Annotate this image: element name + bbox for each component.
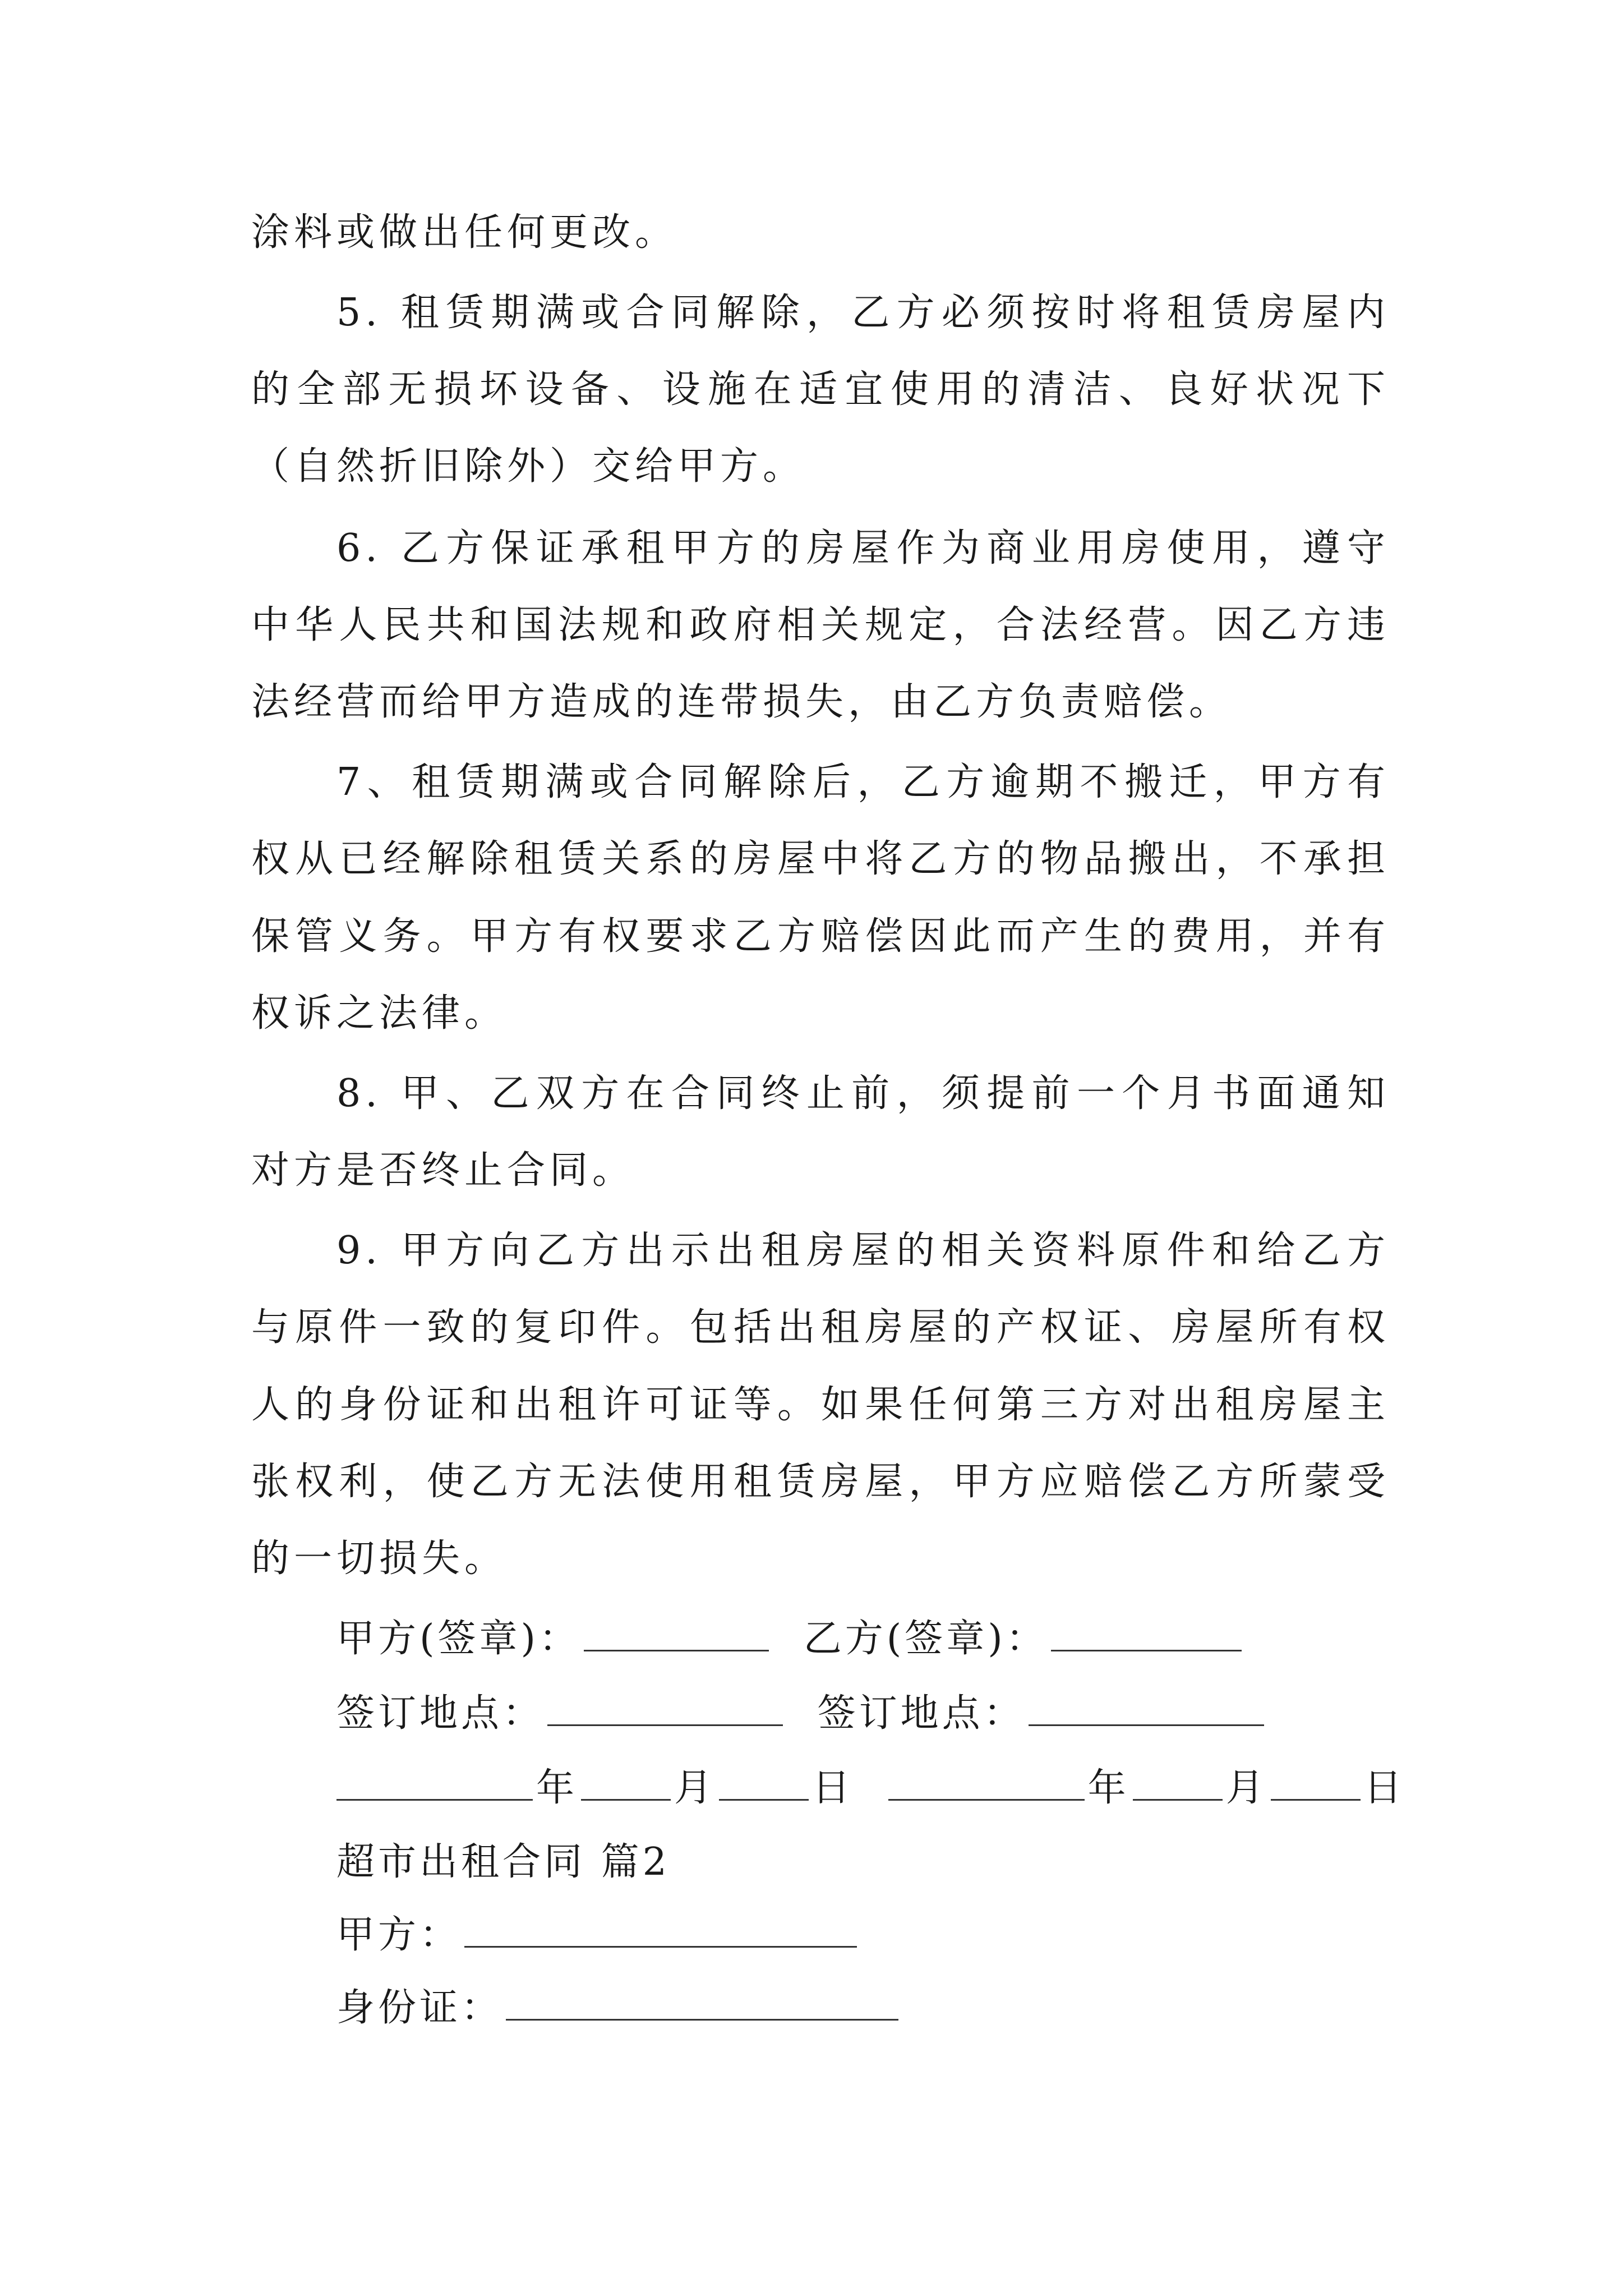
text-line: 5. 租赁期满或合同解除，乙方必须按时将租赁房屋内 <box>336 291 1390 335</box>
text-line: （自然折旧除外）交给甲方。 <box>251 444 806 489</box>
text-line: 的全部无损坏设备、设施在适宜使用的清洁、良好状况下 <box>251 367 1390 412</box>
month-label: 月 <box>674 1766 716 1810</box>
place-a-label: 签订地点： <box>336 1691 545 1736</box>
text-line: 人的身份证和出租许可证等。如果任何第三方对出租房屋主 <box>251 1383 1390 1427</box>
text-line: 的一切损失。 <box>251 1536 508 1581</box>
text-line: 7、租赁期满或合同解除后，乙方逾期不搬迁，甲方有 <box>336 760 1390 804</box>
id-blank <box>506 1984 898 2021</box>
year-a-blank <box>336 1764 533 1801</box>
party-b-sign-blank <box>1051 1615 1242 1651</box>
text-line: 法经营而给甲方造成的连带损失，由乙方负责赔偿。 <box>251 680 1232 724</box>
signature-row <box>336 1611 1245 1667</box>
day-label: 日 <box>1363 1766 1405 1810</box>
text-line: 对方是否终止合同。 <box>251 1148 635 1193</box>
party-b-sign-label: 乙方(签章)： <box>803 1617 1048 1661</box>
date-row <box>336 1760 1405 1816</box>
place-b-blank <box>1029 1690 1264 1726</box>
text-line: 6. 乙方保证承租甲方的房屋作为商业用房使用，遵守 <box>336 526 1390 570</box>
id-row <box>336 1980 902 2036</box>
party-a-row <box>336 1907 860 1963</box>
id-label: 身份证： <box>336 1986 503 2030</box>
day-b-blank <box>1271 1764 1361 1801</box>
month-a-blank <box>581 1764 671 1801</box>
text-line: 9. 甲方向乙方出示出租房屋的相关资料原件和给乙方 <box>336 1228 1390 1273</box>
party-a-blank <box>464 1911 857 1948</box>
month-b-blank <box>1133 1764 1223 1801</box>
party-a-sign-blank <box>584 1615 769 1651</box>
signing-place-row <box>336 1686 1267 1742</box>
text-line: 保管义务。甲方有权要求乙方赔偿因此而产生的费用，并有 <box>251 914 1390 959</box>
year-label: 年 <box>536 1766 578 1810</box>
place-b-label: 签订地点： <box>817 1691 1025 1736</box>
text-line: 涂料或做出任何更改。 <box>251 210 678 255</box>
month-label: 月 <box>1225 1766 1267 1810</box>
text-line: 中华人民共和国法规和政府相关规定，合法经营。因乙方违 <box>251 603 1390 647</box>
day-label: 日 <box>812 1766 854 1810</box>
year-label: 年 <box>1087 1766 1129 1810</box>
text-line: 权从已经解除租赁关系的房屋中将乙方的物品搬出，不承担 <box>251 837 1390 881</box>
place-a-blank <box>547 1690 783 1726</box>
party-a-label: 甲方： <box>336 1913 462 1957</box>
text-line: 8. 甲、乙双方在合同终止前，须提前一个月书面通知 <box>336 1071 1390 1116</box>
section-title: 超市出租合同 篇2 <box>336 1840 670 1884</box>
text-line: 权诉之法律。 <box>251 991 508 1036</box>
text-line: 与原件一致的复印件。包括出租房屋的产权证、房屋所有权 <box>251 1305 1390 1350</box>
party-a-sign-label: 甲方(签章)： <box>336 1617 581 1661</box>
text-line: 张权利，使乙方无法使用租赁房屋，甲方应赔偿乙方所蒙受 <box>251 1460 1390 1504</box>
year-b-blank <box>888 1764 1085 1801</box>
day-a-blank <box>719 1764 809 1801</box>
